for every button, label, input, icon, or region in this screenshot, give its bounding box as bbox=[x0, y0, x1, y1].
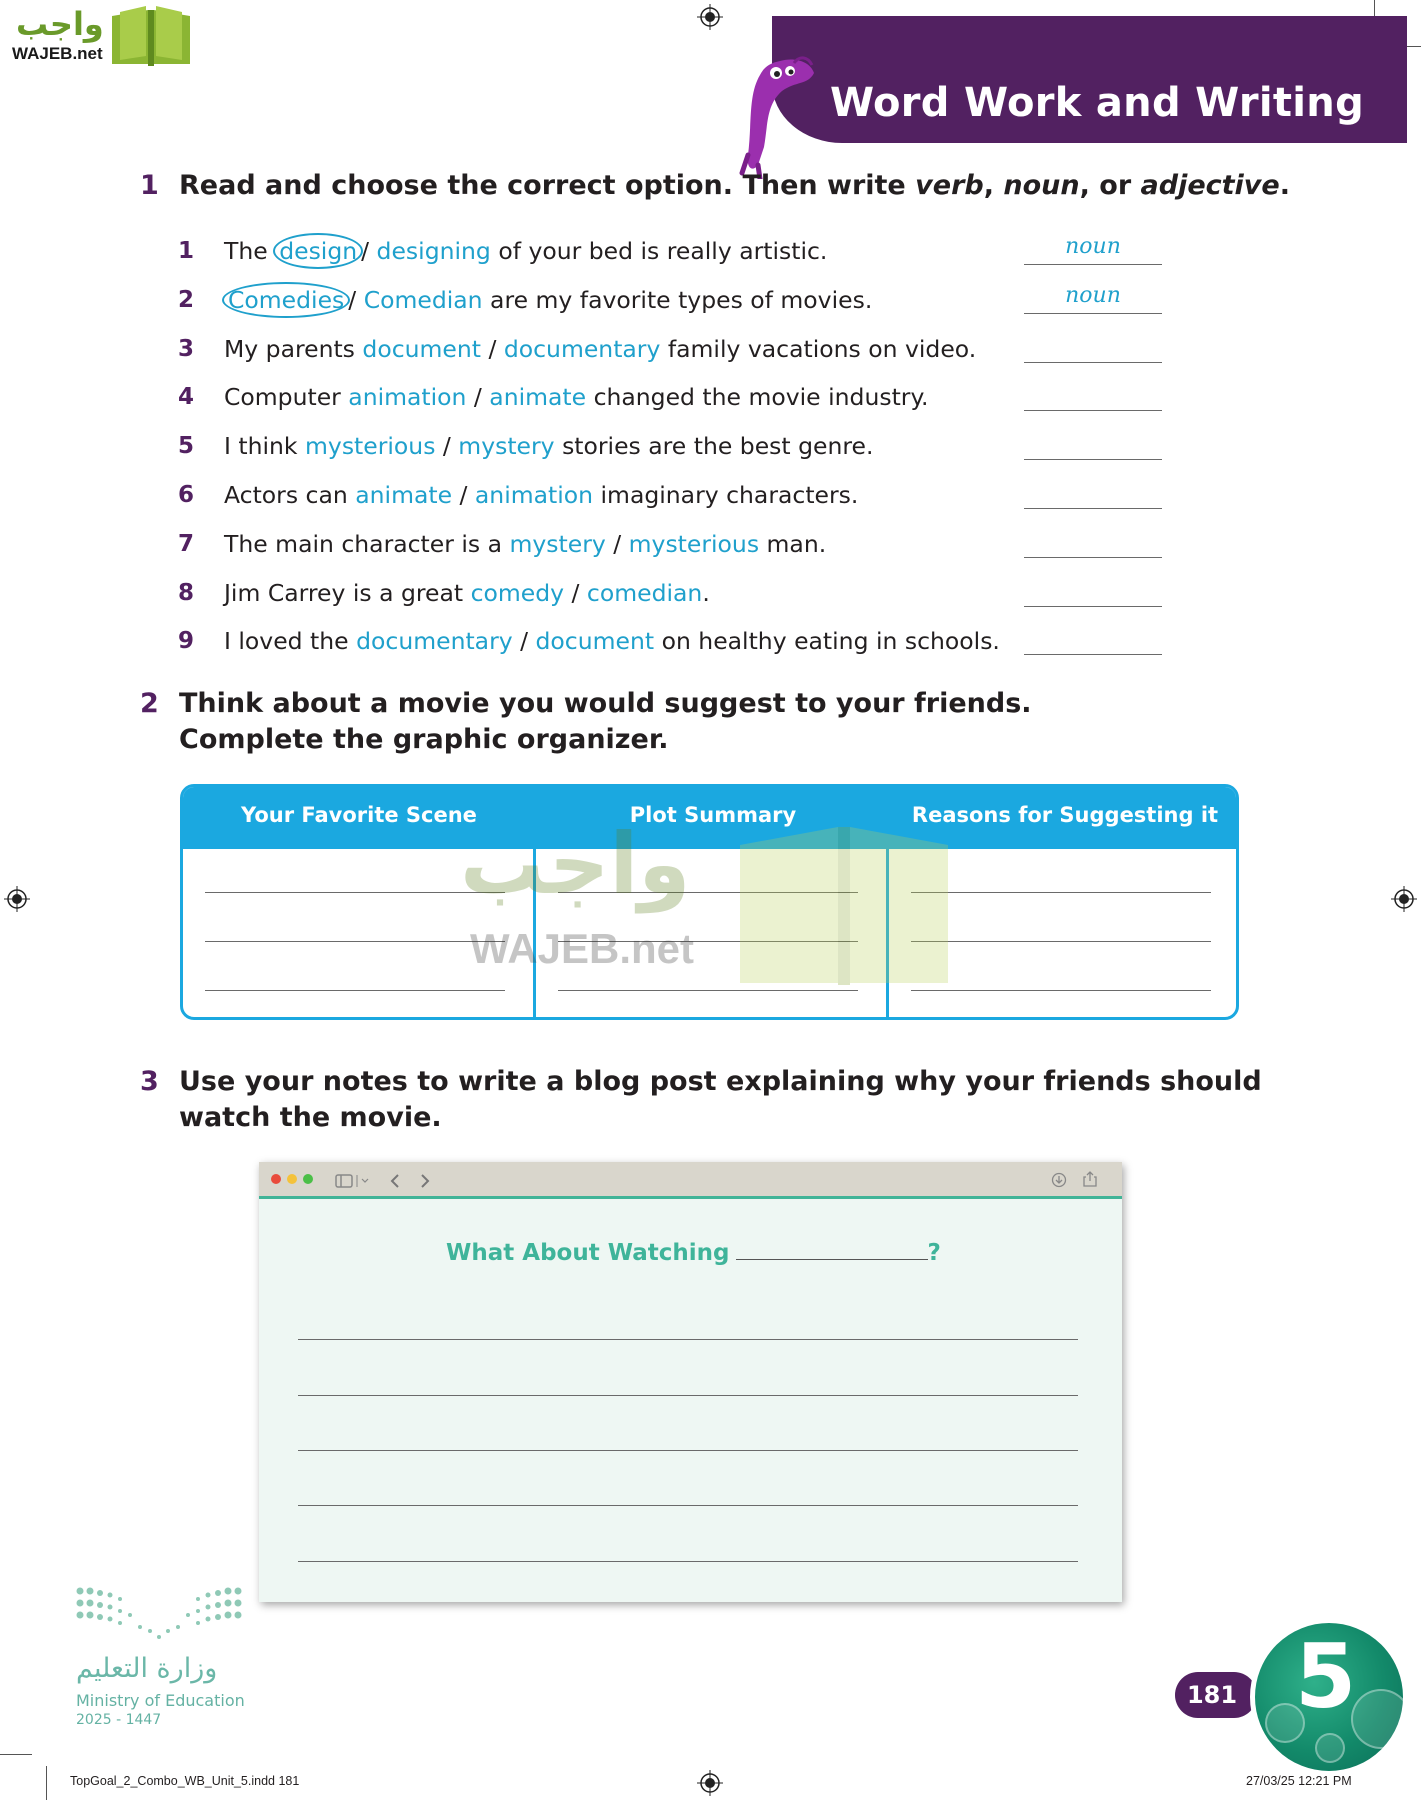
book-icon bbox=[732, 815, 956, 985]
sentence-text: Jim Carrey is a great bbox=[224, 578, 471, 607]
organizer-column-title: Reasons for Suggesting it bbox=[911, 803, 1219, 827]
sentence-text: imaginary characters. bbox=[593, 481, 859, 509]
page-title: Word Work and Writing bbox=[830, 80, 1365, 126]
exercise-item bbox=[178, 380, 1178, 414]
instruction-adjective: adjective bbox=[1140, 170, 1280, 201]
option-separator: / bbox=[466, 383, 490, 412]
item-number: 2 bbox=[178, 286, 195, 313]
instruction-line: watch the movie. bbox=[179, 1102, 442, 1133]
sentence-text: changed the movie industry. bbox=[586, 383, 929, 412]
answer-line[interactable] bbox=[1024, 508, 1162, 509]
item-sentence bbox=[224, 234, 827, 268]
page-number: 181 bbox=[1175, 1672, 1257, 1718]
watermark-arabic: واجب bbox=[460, 815, 691, 913]
section-number: 3 bbox=[140, 1066, 159, 1097]
option-one[interactable]: document bbox=[362, 334, 481, 363]
ministry-arabic-name: وزارة التعليم bbox=[76, 1653, 218, 1684]
answer-line[interactable] bbox=[1024, 313, 1162, 314]
sentence-text: man. bbox=[759, 529, 827, 558]
option-one[interactable]: mysterious bbox=[305, 432, 436, 461]
blog-writing-line[interactable] bbox=[298, 1450, 1078, 1451]
option-one[interactable]: animate bbox=[355, 481, 453, 509]
item-number: 6 bbox=[178, 482, 195, 508]
minimize-dot-icon[interactable] bbox=[287, 1174, 297, 1184]
forward-arrow-icon[interactable] bbox=[419, 1173, 431, 1189]
instruction-line: Think about a movie you would suggest to your friends. bbox=[179, 688, 1032, 719]
item-sentence bbox=[224, 332, 976, 366]
back-arrow-icon[interactable] bbox=[389, 1173, 401, 1189]
section-instruction bbox=[179, 686, 1032, 758]
organizer-writing-line[interactable] bbox=[911, 941, 1211, 942]
browser-toolbar bbox=[259, 1162, 1122, 1199]
option-separator: / bbox=[452, 481, 475, 509]
answer-line[interactable] bbox=[1024, 459, 1162, 460]
answer-text[interactable]: noun bbox=[1065, 234, 1121, 259]
instruction-text: Read and choose the correct option. Then write bbox=[179, 170, 916, 201]
option-separator: / bbox=[480, 334, 504, 363]
sentence-text: I think bbox=[224, 432, 306, 461]
instruction-noun: noun bbox=[1003, 170, 1080, 201]
organizer-writing-line[interactable] bbox=[205, 990, 505, 991]
close-dot-icon[interactable] bbox=[271, 1174, 281, 1184]
sentence-text: of your bed is really artistic. bbox=[490, 237, 828, 265]
item-number: 3 bbox=[178, 335, 195, 362]
option-separator: / bbox=[435, 432, 459, 461]
option-one[interactable]: documentary bbox=[356, 627, 513, 656]
blog-writing-line[interactable] bbox=[298, 1395, 1078, 1396]
option-two[interactable]: designing bbox=[376, 237, 491, 265]
item-sentence bbox=[224, 624, 1000, 658]
registration-mark-icon bbox=[697, 1770, 723, 1796]
option-one[interactable]: animation bbox=[348, 383, 467, 412]
option-separator: / bbox=[564, 578, 587, 607]
blog-title-question-mark: ? bbox=[927, 1240, 941, 1266]
item-number: 8 bbox=[178, 579, 195, 606]
answer-line[interactable] bbox=[1024, 362, 1162, 363]
instruction-verb: verb bbox=[915, 170, 984, 201]
item-number: 9 bbox=[178, 628, 195, 655]
share-icon[interactable] bbox=[1082, 1170, 1098, 1188]
instruction-line: Use your notes to write a blog post explaining why your friends should bbox=[179, 1066, 1262, 1097]
instruction-separator: , or bbox=[1079, 170, 1141, 201]
option-two[interactable]: documentary bbox=[503, 334, 661, 363]
item-sentence bbox=[224, 478, 858, 512]
option-two[interactable]: animation bbox=[474, 481, 594, 509]
item-sentence bbox=[224, 429, 873, 463]
organizer-column-title: Your Favorite Scene bbox=[241, 803, 477, 827]
wajeb-logo[interactable] bbox=[8, 6, 193, 66]
organizer-writing-line[interactable] bbox=[205, 941, 505, 942]
section-instruction bbox=[179, 1064, 1262, 1136]
option-separator: / bbox=[361, 237, 377, 265]
movie-name-blank[interactable] bbox=[736, 1238, 928, 1260]
logo-arabic-text: واجب bbox=[16, 5, 104, 43]
exercise-item bbox=[178, 234, 1178, 268]
item-number: 1 bbox=[178, 238, 195, 264]
option-one[interactable]: comedy bbox=[470, 578, 565, 607]
exercise-item bbox=[178, 527, 1178, 561]
blog-browser-window bbox=[259, 1162, 1122, 1602]
answer-line[interactable] bbox=[1024, 410, 1162, 411]
book-icon bbox=[108, 6, 194, 66]
crop-mark bbox=[46, 1766, 47, 1800]
sentence-text: I loved the bbox=[224, 627, 357, 656]
download-icon[interactable] bbox=[1051, 1172, 1067, 1188]
instruction-line: Complete the graphic organizer. bbox=[179, 724, 669, 755]
footer-file-info: TopGoal_2_Combo_WB_Unit_5.indd 181 bbox=[70, 1774, 300, 1788]
blog-title bbox=[446, 1238, 941, 1266]
bubble-decoration bbox=[1315, 1733, 1345, 1763]
blog-writing-line[interactable] bbox=[298, 1561, 1078, 1562]
option-one[interactable]: Comedies bbox=[222, 282, 350, 318]
section-number: 1 bbox=[140, 170, 159, 201]
blog-title-text: What About Watching bbox=[446, 1240, 730, 1266]
item-sentence bbox=[224, 576, 710, 610]
sentence-text: Computer bbox=[224, 383, 349, 412]
sentence-text: The main character is a bbox=[224, 529, 510, 558]
organizer-writing-line[interactable] bbox=[911, 892, 1211, 893]
option-separator: / bbox=[348, 285, 364, 314]
unit-number: 5 bbox=[1295, 1625, 1357, 1728]
graphic-organizer bbox=[180, 784, 1239, 1020]
sentence-text: My parents bbox=[224, 334, 363, 363]
sentence-text: on healthy eating in schools. bbox=[654, 627, 1000, 656]
option-one[interactable]: mystery bbox=[509, 529, 606, 558]
option-two[interactable]: mystery bbox=[458, 432, 555, 461]
item-number: 7 bbox=[178, 530, 195, 557]
sentence-text: Actors can bbox=[224, 481, 356, 509]
exercise-item bbox=[178, 283, 1178, 317]
instruction-separator: , bbox=[983, 170, 1004, 201]
answer-line[interactable] bbox=[1024, 606, 1162, 607]
exercise-item bbox=[178, 332, 1178, 366]
item-sentence bbox=[224, 380, 929, 414]
item-number: 5 bbox=[178, 433, 195, 460]
sentence-text: . bbox=[702, 578, 710, 607]
registration-mark-icon bbox=[4, 886, 30, 912]
exercise-item bbox=[178, 429, 1178, 463]
answer-line[interactable] bbox=[1024, 654, 1162, 655]
option-separator: / bbox=[512, 627, 536, 656]
option-two[interactable]: Comedian bbox=[363, 285, 483, 314]
option-one[interactable]: design bbox=[273, 233, 363, 269]
registration-mark-icon bbox=[1391, 886, 1417, 912]
sentence-text: family vacations on video. bbox=[660, 334, 977, 363]
blog-writing-line[interactable] bbox=[298, 1505, 1078, 1506]
sentence-text: are my favorite types of movies. bbox=[482, 285, 873, 314]
item-sentence bbox=[224, 283, 872, 317]
registration-mark-icon bbox=[697, 4, 723, 30]
option-two[interactable]: document bbox=[535, 627, 655, 656]
option-two[interactable]: mysterious bbox=[628, 529, 760, 558]
mascot-character-icon bbox=[738, 55, 822, 179]
blog-writing-line[interactable] bbox=[298, 1339, 1078, 1340]
bubble-decoration bbox=[1351, 1689, 1408, 1749]
instruction-end: . bbox=[1279, 170, 1290, 201]
section-number: 2 bbox=[140, 688, 159, 719]
answer-line[interactable] bbox=[1024, 264, 1162, 265]
exercise-item bbox=[178, 478, 1178, 512]
answer-text[interactable]: noun bbox=[1065, 282, 1121, 308]
sidebar-toggle-icon[interactable] bbox=[335, 1174, 371, 1188]
sentence-text: The bbox=[224, 237, 276, 265]
ministry-year: 2025 - 1447 bbox=[76, 1712, 162, 1728]
exercise-item bbox=[178, 624, 1178, 658]
exercise-item bbox=[178, 576, 1178, 610]
option-two[interactable]: animate bbox=[489, 383, 587, 412]
option-two[interactable]: comedian bbox=[586, 578, 703, 607]
logo-latin-text: WAJEB.net bbox=[12, 44, 103, 63]
watermark-latin: WAJEB.net bbox=[470, 925, 695, 972]
ministry-english-name: Ministry of Education bbox=[76, 1691, 245, 1710]
crop-mark bbox=[0, 1754, 32, 1755]
unit-badge bbox=[1250, 1618, 1408, 1776]
item-sentence bbox=[224, 527, 826, 561]
organizer-column-title: Plot Summary bbox=[629, 803, 797, 827]
ministry-dots-icon bbox=[74, 1585, 244, 1641]
answer-line[interactable] bbox=[1024, 557, 1162, 558]
footer-timestamp: 27/03/25 12:21 PM bbox=[1246, 1774, 1352, 1788]
organizer-writing-line[interactable] bbox=[911, 990, 1211, 991]
option-separator: / bbox=[605, 529, 629, 558]
item-number: 4 bbox=[178, 384, 195, 411]
maximize-dot-icon[interactable] bbox=[303, 1174, 313, 1184]
organizer-writing-line[interactable] bbox=[558, 990, 858, 991]
section-instruction bbox=[179, 168, 1290, 204]
sentence-text: stories are the best genre. bbox=[554, 432, 874, 461]
